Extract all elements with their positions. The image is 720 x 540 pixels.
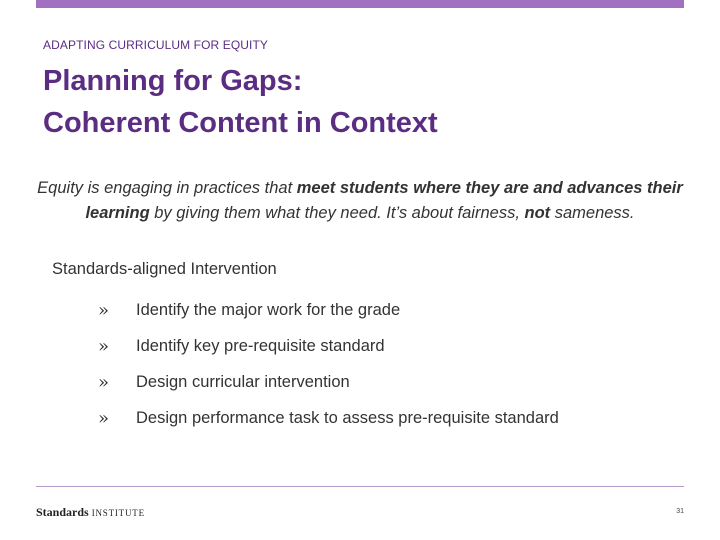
bullet-text: Design performance task to assess pre-requisite standard	[136, 408, 559, 427]
bullet-item	[98, 292, 559, 328]
section-kicker: ADAPTING CURRICULUM FOR EQUITY	[43, 38, 269, 52]
quote-text-2: by giving them what they need. It’s about fairness,	[149, 204, 525, 222]
page-number: 31	[676, 508, 684, 515]
logo-sub-text: INSTITUTE	[91, 508, 145, 518]
standards-institute-logo	[36, 505, 145, 520]
bullet-chevron-icon: »	[98, 407, 110, 429]
slide-title-line-2: Coherent Content in Context	[43, 107, 438, 139]
bullet-item	[98, 400, 559, 436]
top-accent-bar	[36, 0, 684, 8]
bullet-chevron-icon: »	[98, 371, 110, 393]
quote-text-1: Equity is engaging in practices that	[37, 179, 297, 197]
bullet-item	[98, 364, 559, 400]
equity-quote	[30, 176, 690, 226]
bullet-item	[98, 328, 559, 364]
subheading: Standards-aligned Intervention	[52, 260, 277, 278]
quote-bold-2: not	[524, 204, 551, 222]
quote-bold-1: meet students where they are and advances their learning	[85, 179, 683, 222]
bullet-list	[98, 292, 559, 436]
footer-divider	[36, 486, 684, 487]
bullet-text: Identify the major work for the grade	[136, 300, 401, 319]
slide-title-line-1: Planning for Gaps:	[43, 65, 303, 97]
logo-main-text: Standards	[36, 505, 89, 519]
quote-text-3: sameness.	[550, 204, 635, 222]
bullet-chevron-icon: »	[98, 299, 110, 321]
bullet-text: Identify key pre-requisite standard	[136, 336, 385, 355]
slide-title	[43, 60, 438, 144]
bullet-chevron-icon: »	[98, 335, 110, 357]
bullet-text: Design curricular intervention	[136, 372, 350, 391]
